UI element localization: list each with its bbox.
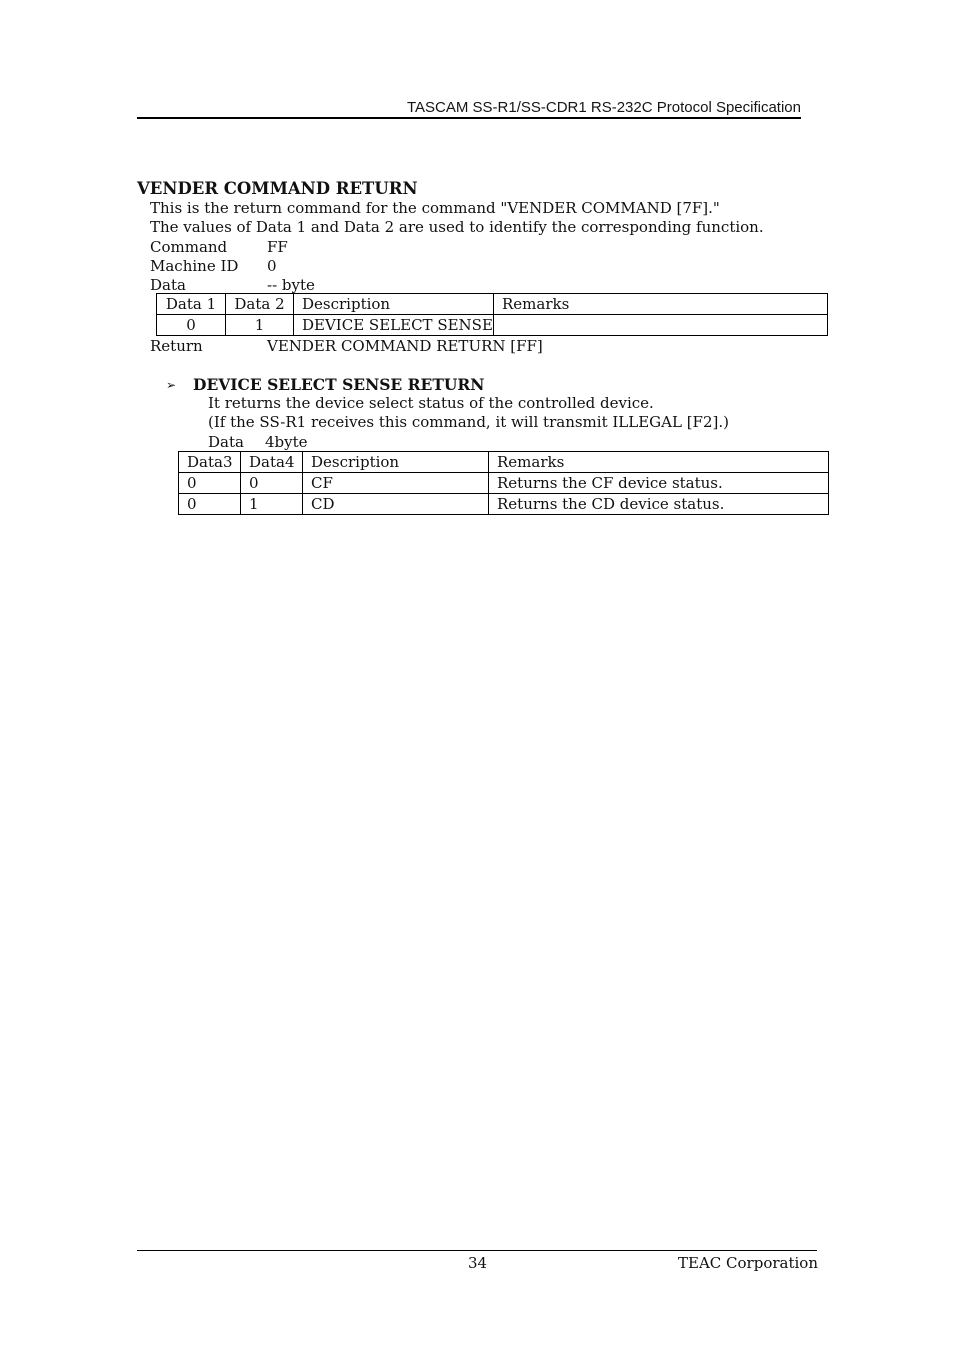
return-value: VENDER COMMAND RETURN [FF] [267,337,543,355]
table-row [179,473,829,494]
section-title: VENDER COMMAND RETURN [137,179,418,198]
intro-line-2: The values of Data 1 and Data 2 are used to identify the corresponding function. [150,218,764,236]
page-number: 34 [467,1254,488,1272]
cell-data3: 0 [179,473,241,494]
arrow-bullet-icon: ➢ [166,378,177,392]
cell-data4: 1 [241,494,303,515]
subsection-title-row [166,375,484,394]
field-row-data [150,276,315,294]
return-row [150,337,543,355]
header-title: TASCAM SS-R1/SS-CDR1 RS-232C Protocol Specification [406,99,801,116]
header-cell-data4: Data4 [241,452,303,473]
cell-description: CD [303,494,489,515]
subsection-title: DEVICE SELECT SENSE RETURN [193,375,485,394]
header-cell-remarks: Remarks [489,452,829,473]
header-cell-description: Description [294,294,494,315]
cell-data3: 0 [179,494,241,515]
header-cell-data2: Data 2 [226,294,294,315]
table-row [179,494,829,515]
cell-data1: 0 [157,315,226,336]
table-header-row [179,452,829,473]
field-value: -- byte [267,276,315,294]
cell-data4: 0 [241,473,303,494]
data-length-row [208,433,308,451]
data-label: Data [208,433,244,451]
table-row [157,315,828,336]
device-status-table [178,451,829,515]
field-row-machine-id [150,257,277,275]
header-cell-remarks: Remarks [494,294,828,315]
header-rule [137,117,801,119]
cell-remarks: Returns the CF device status. [489,473,829,494]
subsection-line-1: It returns the device select status of the controlled device. [208,394,654,412]
page-footer [137,1254,818,1274]
field-label: Command [150,238,228,256]
intro-line-1: This is the return command for the command "VENDER COMMAND [7F]." [150,199,720,217]
field-label: Machine ID [150,257,239,275]
header-cell-description: Description [303,452,489,473]
cell-remarks [494,315,828,336]
header-cell-data3: Data3 [179,452,241,473]
cell-remarks: Returns the CD device status. [489,494,829,515]
header-cell-data1: Data 1 [157,294,226,315]
cell-description: CF [303,473,489,494]
table-header-row [157,294,828,315]
subsection-line-2: (If the SS-R1 receives this command, it will transmit ILLEGAL [F2].) [208,413,729,431]
cell-description: DEVICE SELECT SENSE [294,315,494,336]
return-label: Return [150,337,203,355]
field-row-command [150,238,288,256]
command-return-table [156,293,828,336]
company-name: TEAC Corporation [678,1254,818,1272]
data-value: 4byte [265,433,308,451]
footer-rule [137,1250,817,1251]
cell-data2: 1 [226,315,294,336]
field-value: 0 [267,257,277,275]
field-label: Data [150,276,186,294]
field-value: FF [267,238,288,256]
